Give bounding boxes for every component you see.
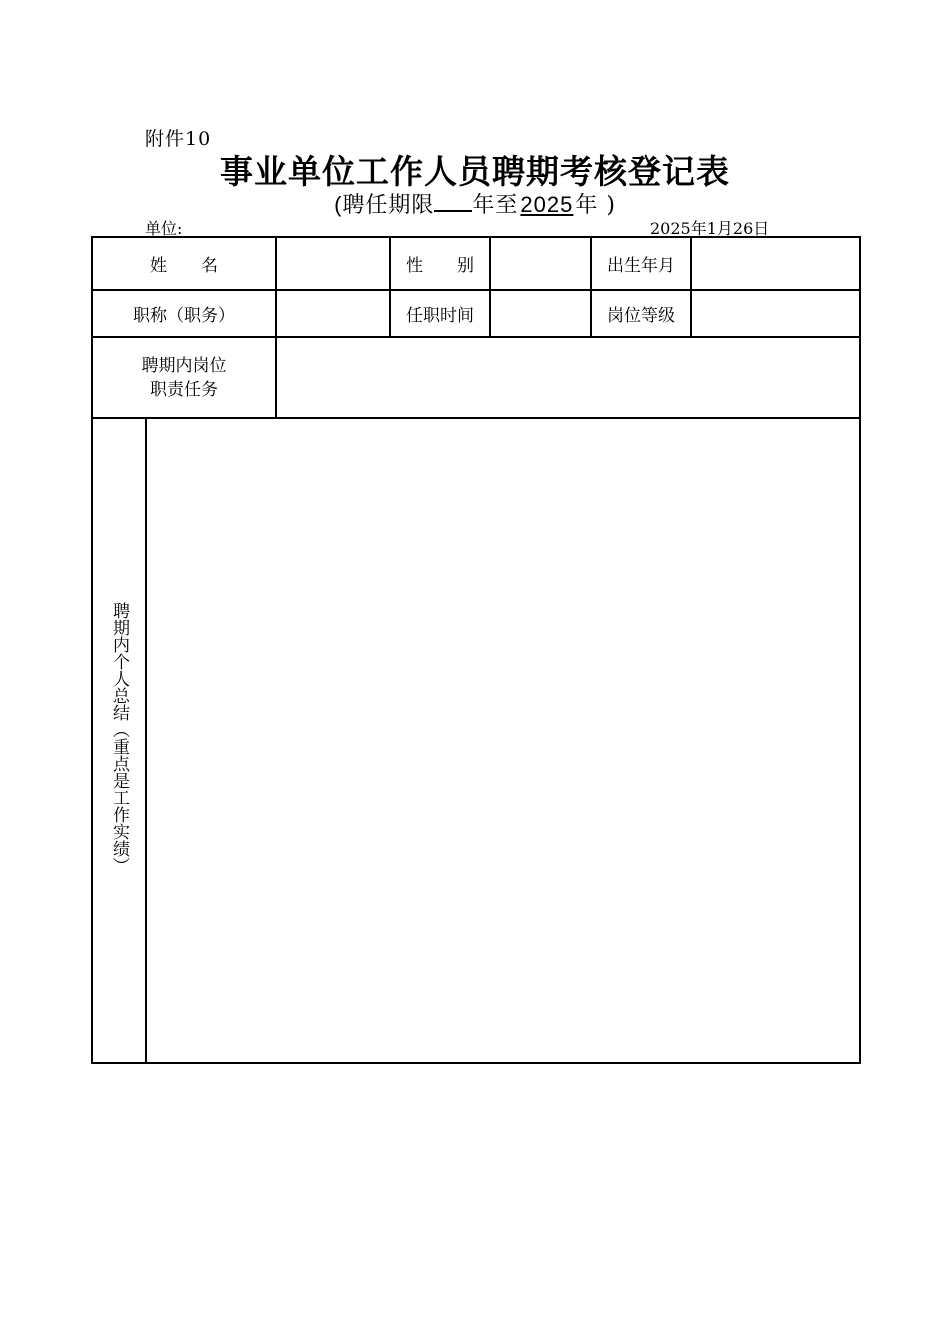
- subtitle-suffix: 年 ): [575, 193, 616, 218]
- job-title-field[interactable]: [276, 290, 390, 337]
- table-row: [92, 337, 860, 418]
- end-year: 2025: [520, 192, 574, 217]
- duty-label-line1: 聘期内岗位: [141, 355, 227, 376]
- registration-form-table: [91, 236, 861, 1064]
- form-date: 2025年1月26日: [650, 219, 770, 238]
- start-year-blank[interactable]: [434, 190, 472, 212]
- subtitle-prefix: (聘任期限: [334, 192, 435, 217]
- name-field[interactable]: [276, 237, 390, 290]
- term-subtitle: [0, 188, 950, 219]
- grade-field[interactable]: [691, 290, 860, 337]
- tenure-field[interactable]: [490, 290, 591, 337]
- duty-label-line2: 职责任务: [150, 379, 218, 400]
- table-row: [92, 290, 860, 337]
- duty-field[interactable]: [276, 337, 860, 418]
- gender-label: 性 别: [390, 237, 490, 290]
- table-row: [92, 237, 860, 290]
- name-label: 姓 名: [92, 237, 276, 290]
- job-title-label: 职称（职务）: [92, 290, 276, 337]
- summary-label-cell: [92, 418, 146, 1063]
- summary-label: 聘期内个人总结（重点是工作实绩）: [109, 602, 129, 874]
- summary-field[interactable]: [146, 418, 860, 1063]
- unit-label: 单位:: [145, 219, 183, 238]
- table-row: [92, 418, 860, 1063]
- subtitle-year-to: 年至: [472, 193, 519, 218]
- duty-label: [92, 337, 276, 418]
- birth-field[interactable]: [691, 237, 860, 290]
- gender-field[interactable]: [490, 237, 591, 290]
- birth-label: 出生年月: [591, 237, 691, 290]
- tenure-label: 任职时间: [390, 290, 490, 337]
- grade-label: 岗位等级: [591, 290, 691, 337]
- attachment-number: 附件10: [145, 128, 212, 150]
- page-title: 事业单位工作人员聘期考核登记表: [220, 152, 730, 191]
